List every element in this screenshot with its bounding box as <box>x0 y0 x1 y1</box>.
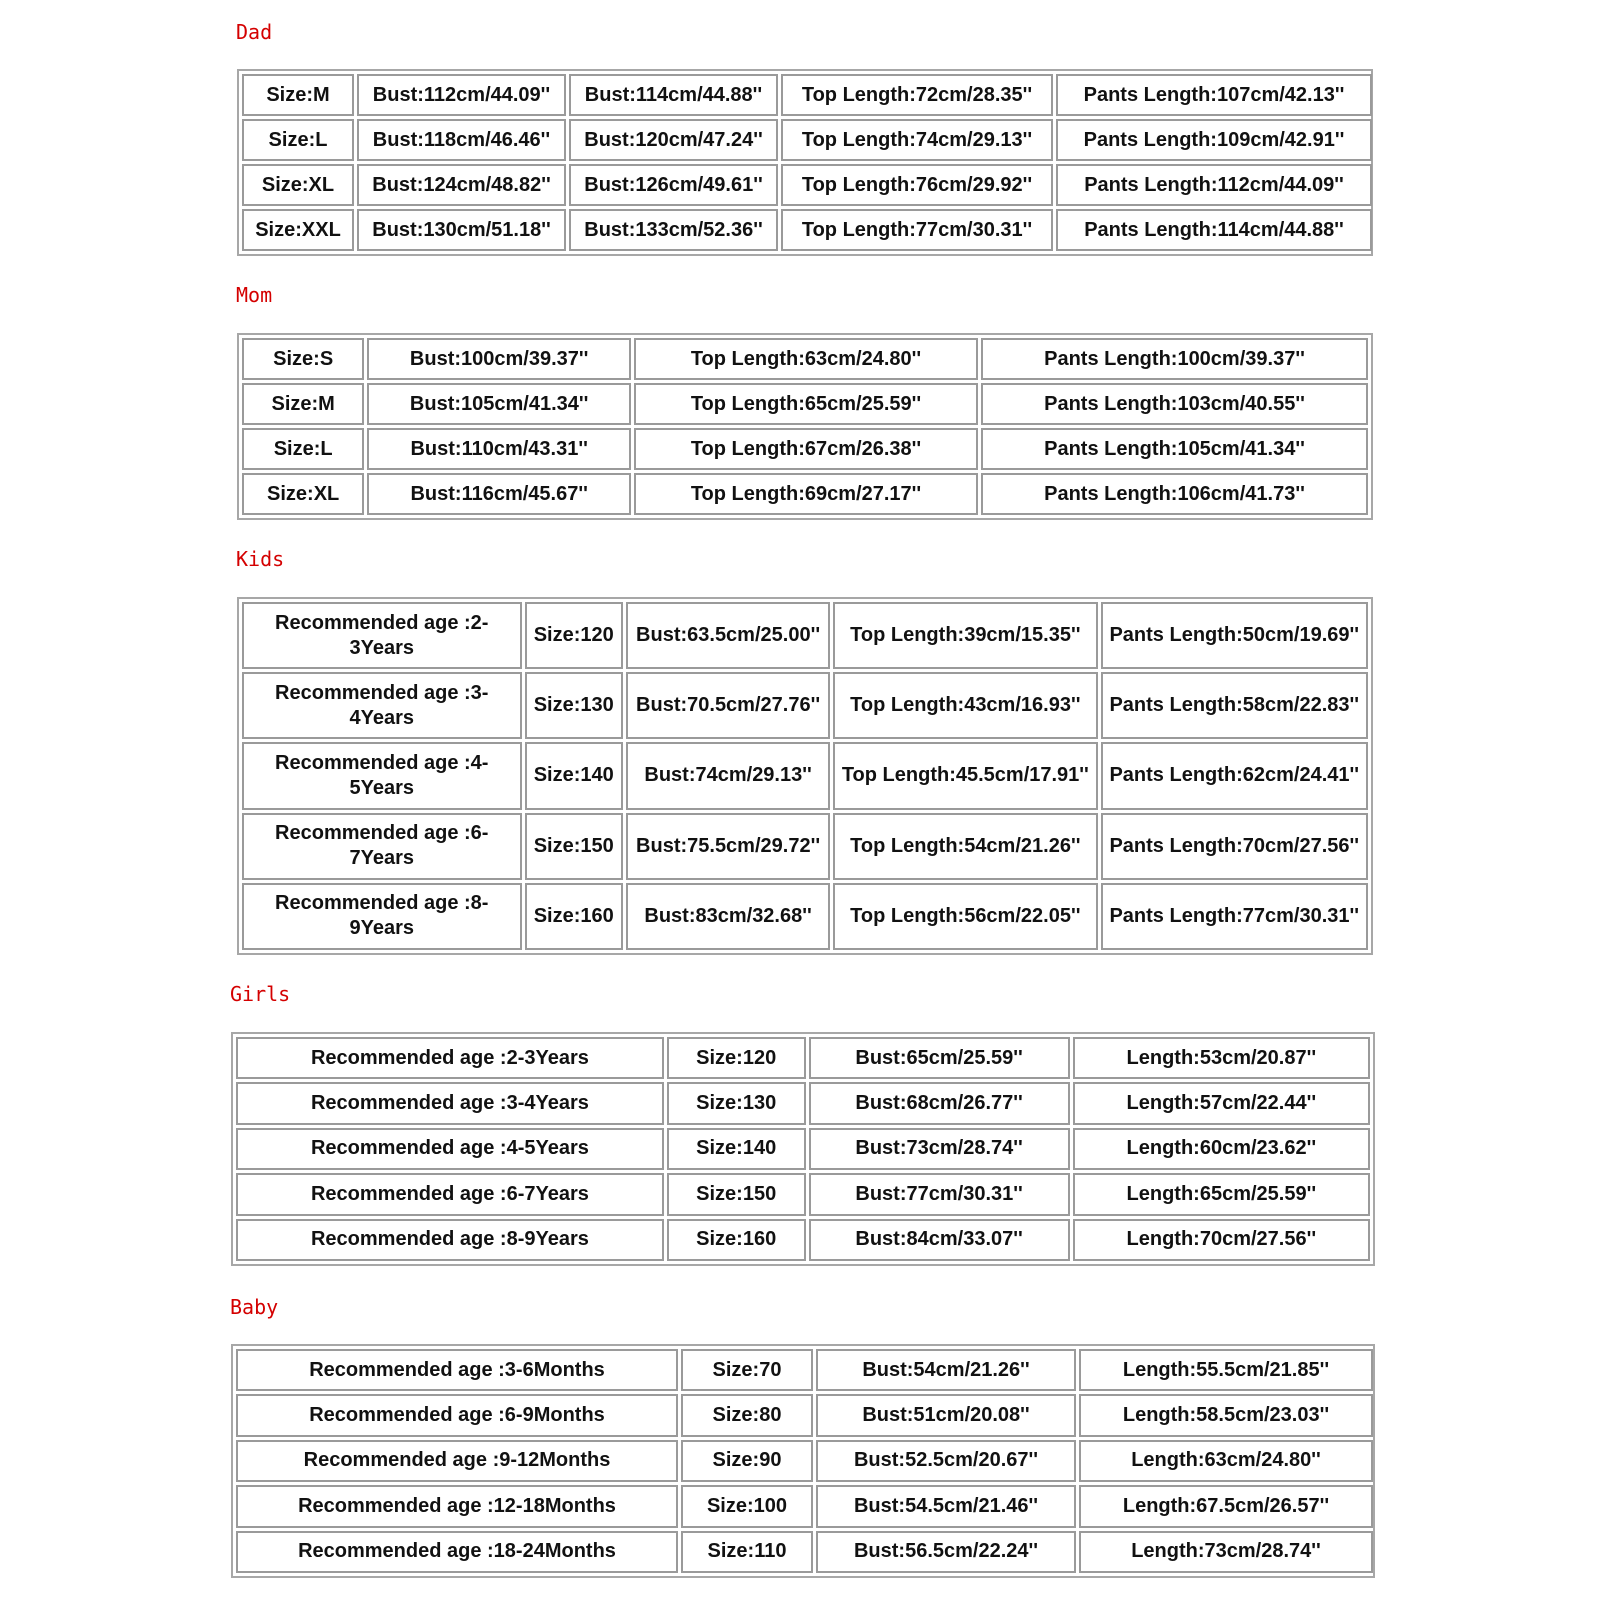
table-row <box>236 1173 1370 1215</box>
length-cell: Length:73cm/28.74'' <box>1079 1531 1373 1573</box>
table-row <box>236 1394 1373 1436</box>
bust-cell: Bust:51cm/20.08'' <box>816 1394 1076 1436</box>
section-title-dad: Dad <box>236 20 273 44</box>
table-row <box>236 1531 1373 1573</box>
bust-cell: Bust:68cm/26.77'' <box>809 1082 1070 1124</box>
pants-length-cell: Pants Length:50cm/19.69'' <box>1101 602 1368 669</box>
table-row <box>242 338 1368 380</box>
pants-length-cell: Pants Length:103cm/40.55'' <box>981 383 1368 425</box>
table-row <box>236 1082 1370 1124</box>
length-cell: Length:65cm/25.59'' <box>1073 1173 1370 1215</box>
table-row <box>236 1128 1370 1170</box>
size-cell: Size:XL <box>242 473 364 515</box>
size-cell: Size:M <box>242 74 354 116</box>
bust-cell: Bust:110cm/43.31'' <box>367 428 631 470</box>
pants-length-cell: Pants Length:112cm/44.09'' <box>1056 164 1372 206</box>
pants-length-cell: Pants Length:107cm/42.13'' <box>1056 74 1372 116</box>
top-length-cell: Top Length:72cm/28.35'' <box>781 74 1053 116</box>
size-cell: Size:70 <box>681 1349 813 1391</box>
age-cell: Recommended age :18-24Months <box>236 1531 678 1573</box>
length-cell: Length:63cm/24.80'' <box>1079 1440 1373 1482</box>
table-row <box>242 742 1368 809</box>
bust-cell: Bust:133cm/52.36'' <box>569 209 778 251</box>
bust-cell: Bust:120cm/47.24'' <box>569 119 778 161</box>
table-row <box>236 1349 1373 1391</box>
size-cell: Size:160 <box>667 1219 806 1261</box>
age-cell: Recommended age :3-4Years <box>236 1082 664 1124</box>
pants-length-cell: Pants Length:109cm/42.91'' <box>1056 119 1372 161</box>
size-cell: Size:S <box>242 338 364 380</box>
section-title-baby: Baby <box>230 1295 279 1319</box>
bust-cell: Bust:73cm/28.74'' <box>809 1128 1070 1170</box>
table-row <box>236 1219 1370 1261</box>
bust-cell: Bust:105cm/41.34'' <box>367 383 631 425</box>
length-cell: Length:70cm/27.56'' <box>1073 1219 1370 1261</box>
size-table-mom <box>237 333 1373 520</box>
table-row <box>242 119 1372 161</box>
size-cell: Size:100 <box>681 1485 813 1527</box>
size-cell: Size:120 <box>525 602 624 669</box>
length-cell: Length:55.5cm/21.85'' <box>1079 1349 1373 1391</box>
pants-length-cell: Pants Length:100cm/39.37'' <box>981 338 1368 380</box>
size-table-girls <box>231 1032 1375 1266</box>
section-title-girls: Girls <box>230 982 291 1006</box>
pants-length-cell: Pants Length:77cm/30.31'' <box>1101 883 1368 950</box>
size-cell: Size:90 <box>681 1440 813 1482</box>
table-row <box>242 672 1368 739</box>
size-cell: Size:L <box>242 428 364 470</box>
length-cell: Length:58.5cm/23.03'' <box>1079 1394 1373 1436</box>
size-cell: Size:160 <box>525 883 624 950</box>
size-cell: Size:80 <box>681 1394 813 1436</box>
bust-cell: Bust:74cm/29.13'' <box>626 742 830 809</box>
size-cell: Size:110 <box>681 1531 813 1573</box>
table-row <box>242 383 1368 425</box>
pants-length-cell: Pants Length:114cm/44.88'' <box>1056 209 1372 251</box>
size-cell: Size:120 <box>667 1037 806 1079</box>
bust-cell: Bust:56.5cm/22.24'' <box>816 1531 1076 1573</box>
bust-cell: Bust:52.5cm/20.67'' <box>816 1440 1076 1482</box>
size-table-kids <box>237 597 1373 955</box>
top-length-cell: Top Length:77cm/30.31'' <box>781 209 1053 251</box>
top-length-cell: Top Length:69cm/27.17'' <box>634 473 978 515</box>
table-row <box>242 602 1368 669</box>
size-cell: Size:130 <box>525 672 624 739</box>
bust-cell: Bust:126cm/49.61'' <box>569 164 778 206</box>
table-row <box>242 813 1368 880</box>
age-cell: Recommended age :4-5Years <box>236 1128 664 1170</box>
bust-cell: Bust:116cm/45.67'' <box>367 473 631 515</box>
bust-cell: Bust:65cm/25.59'' <box>809 1037 1070 1079</box>
top-length-cell: Top Length:54cm/21.26'' <box>833 813 1097 880</box>
size-cell: Size:XL <box>242 164 354 206</box>
top-length-cell: Top Length:39cm/15.35'' <box>833 602 1097 669</box>
bust-cell: Bust:118cm/46.46'' <box>357 119 566 161</box>
section-title-kids: Kids <box>236 547 285 571</box>
age-cell: Recommended age :2-3Years <box>236 1037 664 1079</box>
top-length-cell: Top Length:65cm/25.59'' <box>634 383 978 425</box>
bust-cell: Bust:100cm/39.37'' <box>367 338 631 380</box>
age-cell: Recommended age :2-3Years <box>242 602 522 669</box>
age-cell: Recommended age :4-5Years <box>242 742 522 809</box>
age-cell: Recommended age :3-4Years <box>242 672 522 739</box>
size-cell: Size:140 <box>667 1128 806 1170</box>
top-length-cell: Top Length:43cm/16.93'' <box>833 672 1097 739</box>
table-row <box>242 473 1368 515</box>
table-row <box>242 883 1368 950</box>
age-cell: Recommended age :6-7Years <box>236 1173 664 1215</box>
section-title-mom: Mom <box>236 283 273 307</box>
top-length-cell: Top Length:67cm/26.38'' <box>634 428 978 470</box>
age-cell: Recommended age :6-9Months <box>236 1394 678 1436</box>
size-cell: Size:L <box>242 119 354 161</box>
bust-cell: Bust:112cm/44.09'' <box>357 74 566 116</box>
bust-cell: Bust:63.5cm/25.00'' <box>626 602 830 669</box>
length-cell: Length:60cm/23.62'' <box>1073 1128 1370 1170</box>
bust-cell: Bust:84cm/33.07'' <box>809 1219 1070 1261</box>
size-cell: Size:150 <box>525 813 624 880</box>
size-cell: Size:150 <box>667 1173 806 1215</box>
length-cell: Length:53cm/20.87'' <box>1073 1037 1370 1079</box>
table-row <box>242 164 1372 206</box>
pants-length-cell: Pants Length:70cm/27.56'' <box>1101 813 1368 880</box>
bust-cell: Bust:75.5cm/29.72'' <box>626 813 830 880</box>
age-cell: Recommended age :8-9Years <box>236 1219 664 1261</box>
table-row <box>236 1440 1373 1482</box>
size-cell: Size:XXL <box>242 209 354 251</box>
top-length-cell: Top Length:63cm/24.80'' <box>634 338 978 380</box>
size-cell: Size:M <box>242 383 364 425</box>
pants-length-cell: Pants Length:105cm/41.34'' <box>981 428 1368 470</box>
size-table-dad <box>237 69 1373 256</box>
length-cell: Length:67.5cm/26.57'' <box>1079 1485 1373 1527</box>
top-length-cell: Top Length:45.5cm/17.91'' <box>833 742 1097 809</box>
age-cell: Recommended age :3-6Months <box>236 1349 678 1391</box>
bust-cell: Bust:124cm/48.82'' <box>357 164 566 206</box>
bust-cell: Bust:130cm/51.18'' <box>357 209 566 251</box>
age-cell: Recommended age :12-18Months <box>236 1485 678 1527</box>
bust-cell: Bust:54.5cm/21.46'' <box>816 1485 1076 1527</box>
table-row <box>236 1485 1373 1527</box>
top-length-cell: Top Length:56cm/22.05'' <box>833 883 1097 950</box>
size-table-baby <box>231 1344 1375 1578</box>
table-row <box>242 209 1372 251</box>
bust-cell: Bust:77cm/30.31'' <box>809 1173 1070 1215</box>
table-row <box>242 428 1368 470</box>
pants-length-cell: Pants Length:62cm/24.41'' <box>1101 742 1368 809</box>
table-row <box>236 1037 1370 1079</box>
age-cell: Recommended age :6-7Years <box>242 813 522 880</box>
top-length-cell: Top Length:74cm/29.13'' <box>781 119 1053 161</box>
table-row <box>242 74 1372 116</box>
bust-cell: Bust:114cm/44.88'' <box>569 74 778 116</box>
bust-cell: Bust:83cm/32.68'' <box>626 883 830 950</box>
size-cell: Size:140 <box>525 742 624 809</box>
pants-length-cell: Pants Length:58cm/22.83'' <box>1101 672 1368 739</box>
length-cell: Length:57cm/22.44'' <box>1073 1082 1370 1124</box>
size-cell: Size:130 <box>667 1082 806 1124</box>
bust-cell: Bust:70.5cm/27.76'' <box>626 672 830 739</box>
age-cell: Recommended age :9-12Months <box>236 1440 678 1482</box>
age-cell: Recommended age :8-9Years <box>242 883 522 950</box>
pants-length-cell: Pants Length:106cm/41.73'' <box>981 473 1368 515</box>
bust-cell: Bust:54cm/21.26'' <box>816 1349 1076 1391</box>
top-length-cell: Top Length:76cm/29.92'' <box>781 164 1053 206</box>
